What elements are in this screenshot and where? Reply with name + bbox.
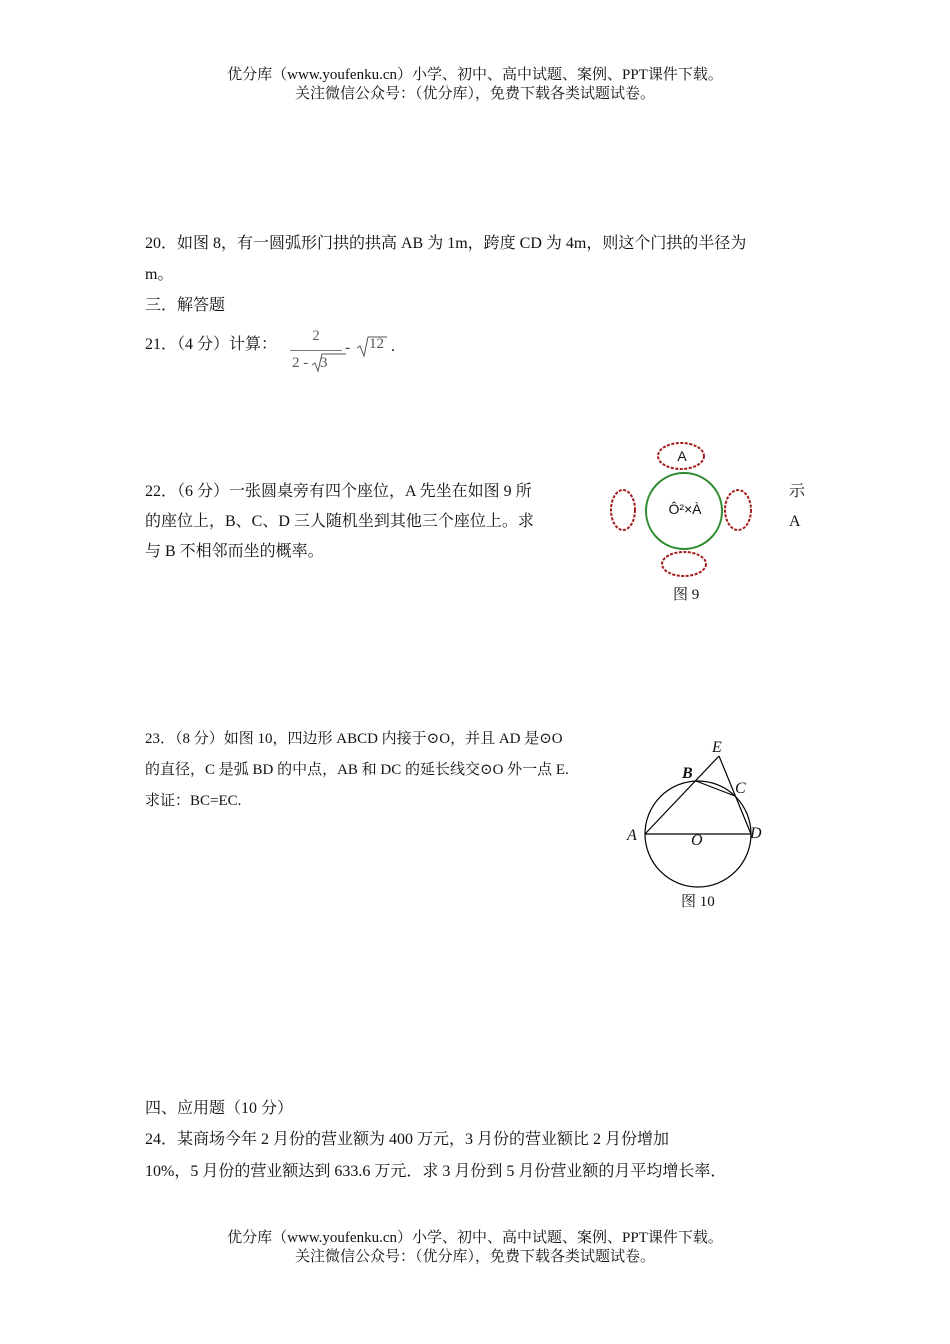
q20-line-2: m。 xyxy=(145,266,174,283)
footer-line-1: 优分库（www.youfenku.cn）小学、初中、高中试题、案例、PPT课件下载。 xyxy=(227,1230,723,1246)
q24-line-1: 24．某商场今年 2 月份的营业额为 400 万元，3 月份的营业额比 2 月份增加 xyxy=(145,1131,670,1148)
q21-denominator-base: 2 - xyxy=(292,355,309,371)
seat-bottom xyxy=(662,552,706,576)
q21-fraction xyxy=(288,328,344,374)
q22-line-1: 22．（6 分）一张圆桌旁有四个座位，A 先坐在如图 9 所 xyxy=(145,483,532,500)
q24-line-2: 10%，5 月份的营业额达到 633.6 万元．求 3 月份到 5 月份营业额的月平均增长率． xyxy=(145,1163,727,1180)
q21-denominator xyxy=(292,355,328,372)
q21-denominator-radicand: 3 xyxy=(320,355,328,371)
q20-line-1: 20．如图 8，有一圆弧形门拱的拱高 AB 为 1m，跨度 CD 为 4m，则这个门拱的半径为 xyxy=(145,235,747,252)
section-3-title: 三．解答题 xyxy=(145,297,226,314)
chord-bc xyxy=(696,781,735,796)
q21-sqrt-12 xyxy=(357,336,384,353)
q21-minus: - xyxy=(345,339,351,356)
seat-left xyxy=(611,490,635,530)
point-o-label: O xyxy=(691,832,703,849)
page-footer xyxy=(0,1229,950,1267)
figure-10-caption: 图 10 xyxy=(681,894,715,910)
q23-line-1: 23．（8 分）如图 10，四边形 ABCD 内接于⊙O，并且 AD 是⊙O xyxy=(145,731,563,747)
figure-10 xyxy=(620,736,780,896)
q21-numerator: 2 xyxy=(312,328,320,344)
point-d-label: D xyxy=(750,825,762,842)
q23-line-2: 的直径，C 是弧 BD 的中点，AB 和 DC 的延长线交⊙O 外一点 E. xyxy=(145,762,569,778)
fraction-bar xyxy=(290,350,342,351)
figure-9-caption: 图 9 xyxy=(673,587,700,603)
page-header xyxy=(0,66,950,104)
point-a-label: A xyxy=(627,827,637,844)
q22-line-3: 与 B 不相邻而坐的概率。 xyxy=(145,543,324,560)
q21-label: 21．（4 分）计算： xyxy=(145,336,278,353)
point-b-label: B xyxy=(682,765,693,782)
q21-end: . xyxy=(391,338,395,355)
table-label: Ô²×À xyxy=(668,501,702,517)
section-4-title: 四、应用题（10 分） xyxy=(145,1100,294,1117)
point-c-label: C xyxy=(735,780,746,797)
point-e-label: E xyxy=(712,739,722,756)
footer-line-2: 关注微信公众号：（优分库），免费下载各类试题试卷。 xyxy=(294,1249,655,1265)
q21-radicand: 12 xyxy=(369,336,384,352)
seat-right xyxy=(725,490,751,530)
seat-a-label: A xyxy=(677,448,687,464)
q21-denominator-sqrt xyxy=(312,355,328,372)
header-line-1: 优分库（www.youfenku.cn）小学、初中、高中试题、案例、PPT课件下载。 xyxy=(227,67,723,83)
q22-line-1-tail: 示 xyxy=(789,483,806,500)
header-line-2: 关注微信公众号：（优分库），免费下载各类试题试卷。 xyxy=(294,86,655,102)
q23-line-3: 求证：BC=EC. xyxy=(145,793,242,809)
q22-line-2: 的座位上，B、C、D 三人随机坐到其他三个座位上。求 xyxy=(145,513,534,530)
q22-line-2-tail: A xyxy=(789,513,801,530)
